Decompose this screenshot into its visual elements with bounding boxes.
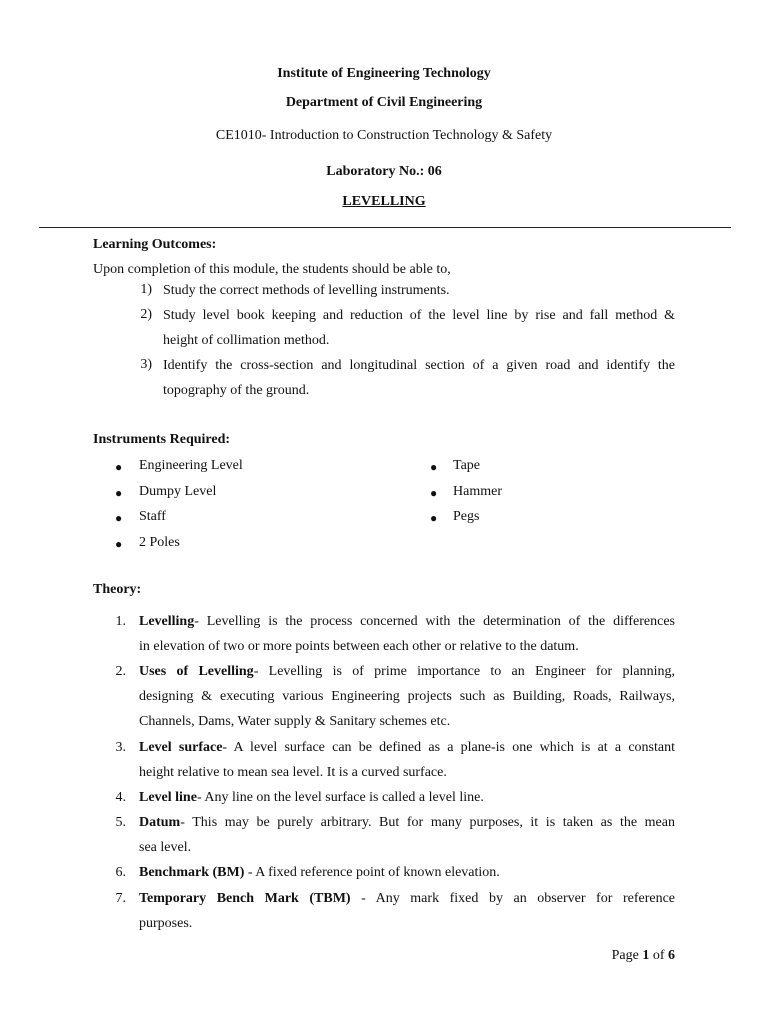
learning-outcomes-intro: Upon completion of this module, the students should be able to,: [93, 262, 451, 277]
theory-number: 7.: [115, 891, 126, 906]
theory-line: in elevation of two or more points between each other or relative to the datum.: [139, 639, 579, 654]
outcome-number: 3): [140, 357, 152, 372]
instrument-item: Pegs: [453, 509, 480, 524]
theory-term: Level line: [139, 790, 197, 805]
theory-text: - This may be purely arbitrary. But for many purposes, it is taken as the mean: [180, 815, 675, 830]
bullet-icon: ●: [430, 460, 438, 474]
theory-item: [139, 785, 675, 810]
document-title-text: LEVELLING: [342, 194, 426, 209]
learning-outcomes-heading: Learning Outcomes:: [93, 237, 217, 252]
instruments-heading: Instruments Required:: [93, 432, 231, 447]
theory-line: [139, 886, 675, 911]
theory-item: [139, 810, 675, 860]
theory-line: [139, 735, 675, 760]
instrument-item: 2 Poles: [139, 535, 180, 550]
theory-line: [139, 810, 675, 835]
theory-heading: Theory:: [93, 582, 142, 597]
page-current: 1: [642, 948, 650, 963]
theory-item: [139, 735, 675, 785]
bullet-icon: ●: [115, 460, 123, 474]
instrument-item: Staff: [139, 509, 166, 524]
theory-text: - A level surface can be defined as a plane-is one which is at a constant: [222, 740, 675, 755]
course-title: CE1010- Introduction to Construction Technology & Safety: [215, 128, 553, 143]
outcome-number: 1): [140, 282, 152, 297]
theory-text: - A fixed reference point of known elevation.: [244, 865, 500, 880]
lab-number: Laboratory No.: 06: [326, 164, 442, 179]
page-label: Page: [611, 948, 639, 963]
theory-item: [139, 886, 675, 936]
theory-term: Datum: [139, 815, 181, 830]
theory-number: 4.: [115, 790, 126, 805]
bullet-icon: ●: [430, 511, 438, 525]
outcome-line: Study the correct methods of levelling instruments.: [163, 283, 450, 298]
bullet-icon: ●: [115, 537, 123, 551]
outcome-item: [163, 303, 675, 353]
instrument-item: Engineering Level: [139, 458, 243, 473]
theory-line: [139, 659, 675, 684]
outcome-number: 2): [140, 307, 152, 322]
theory-number: 2.: [115, 664, 126, 679]
institute-name: Institute of Engineering Technology: [277, 66, 491, 81]
theory-number: 3.: [115, 740, 126, 755]
theory-line: height relative to mean sea level. It is a curved surface.: [139, 765, 447, 780]
theory-line: Channels, Dams, Water supply & Sanitary schemes etc.: [139, 714, 451, 729]
theory-term: Levelling: [139, 614, 195, 629]
bullet-icon: ●: [430, 486, 438, 500]
theory-item: [139, 659, 675, 734]
theory-line: [139, 609, 675, 634]
theory-number: 6.: [115, 865, 126, 880]
theory-number: 5.: [115, 815, 126, 830]
theory-line: purposes.: [139, 916, 193, 931]
bullet-icon: ●: [115, 511, 123, 525]
theory-text: - Any line on the level surface is called a level line.: [196, 790, 484, 805]
theory-term: Benchmark (BM): [139, 865, 245, 880]
theory-term: Temporary Bench Mark (TBM): [139, 891, 351, 906]
outcome-item: [163, 278, 675, 303]
page-of: of: [652, 948, 665, 963]
outcome-line: Identify the cross-section and longitudinal section of a given road and identify the: [163, 358, 675, 373]
department-name: Department of Civil Engineering: [285, 95, 483, 110]
outcome-line: topography of the ground.: [163, 383, 310, 398]
header-divider: [39, 227, 731, 228]
theory-term: Uses of Levelling: [139, 664, 254, 679]
theory-line: designing & executing various Engineering projects such as Building, Roads, Railways,: [139, 689, 675, 704]
theory-line: sea level.: [139, 840, 192, 855]
theory-item: [139, 860, 675, 885]
instrument-item: Dumpy Level: [139, 484, 217, 499]
theory-text: - Levelling is of prime importance to an Engineer for planning,: [253, 664, 675, 679]
theory-text: - Any mark fixed by an observer for reference: [350, 891, 675, 906]
theory-number: 1.: [115, 614, 126, 629]
document-title: [0, 194, 768, 210]
outcome-line: Study level book keeping and reduction of the level line by rise and fall method &: [163, 308, 675, 323]
instrument-item: Hammer: [453, 484, 502, 499]
page-total: 6: [668, 948, 675, 963]
theory-term: Level surface: [139, 740, 223, 755]
theory-text: - Levelling is the process concerned with the determination of the differences: [194, 614, 675, 629]
bullet-icon: ●: [115, 486, 123, 500]
outcome-item: [163, 353, 675, 403]
theory-line: [139, 790, 484, 805]
theory-line: [139, 865, 500, 880]
outcome-line: height of collimation method.: [163, 333, 330, 348]
instrument-item: Tape: [453, 458, 481, 473]
page-number: [612, 948, 675, 964]
theory-item: [139, 609, 675, 659]
